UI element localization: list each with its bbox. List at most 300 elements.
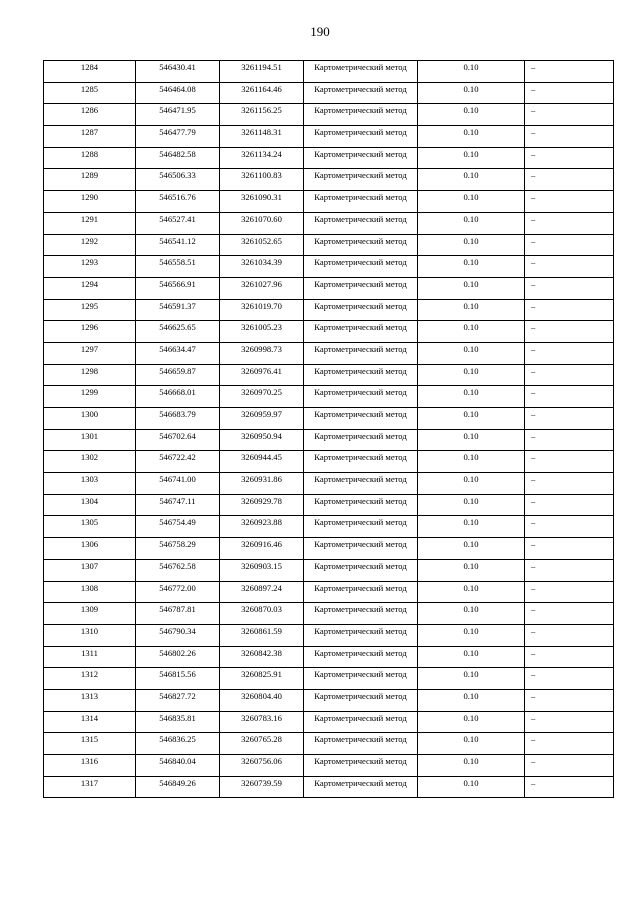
cell-text: 0.10 <box>463 83 479 94</box>
table-row <box>44 191 614 213</box>
y-coordinate-cell <box>220 82 304 104</box>
accuracy-cell <box>418 321 525 343</box>
cell-text: 1300 <box>80 409 99 419</box>
point-number-cell <box>44 126 136 148</box>
method-cell <box>304 516 418 538</box>
accuracy-cell <box>418 755 525 777</box>
accuracy-cell <box>418 299 525 321</box>
table-row <box>44 603 614 625</box>
cell-text: – <box>531 127 536 138</box>
point-number-cell <box>44 82 136 104</box>
cell-text: 546566.91 <box>159 278 196 289</box>
cell-text: Картометрический метод <box>314 365 407 376</box>
method-cell <box>304 733 418 755</box>
method-cell <box>304 429 418 451</box>
x-coordinate-cell <box>136 559 220 581</box>
description-cell <box>525 299 614 321</box>
point-number-cell <box>44 624 136 646</box>
cell-text: – <box>531 452 536 463</box>
method-cell <box>304 61 418 83</box>
table-row <box>44 147 614 169</box>
description-cell <box>525 473 614 495</box>
cell-text: 3261134.24 <box>241 148 282 159</box>
method-cell <box>304 147 418 169</box>
cell-text: 546482.58 <box>159 148 196 159</box>
x-coordinate-cell <box>136 386 220 408</box>
cell-text: 0.10 <box>463 62 479 72</box>
point-number-cell <box>44 256 136 278</box>
description-cell <box>525 603 614 625</box>
cell-text: 3261090.31 <box>241 192 282 203</box>
cell-text: Картометрический метод <box>314 474 407 485</box>
table-row <box>44 277 614 299</box>
method-cell <box>304 538 418 560</box>
table-row <box>44 473 614 495</box>
cell-text: – <box>531 495 536 506</box>
y-coordinate-cell <box>220 169 304 191</box>
cell-text: 1315 <box>80 734 99 745</box>
y-coordinate-cell <box>220 581 304 603</box>
cell-text: 0.10 <box>463 734 479 745</box>
cell-text: Картометрический метод <box>314 213 407 224</box>
y-coordinate-cell <box>220 321 304 343</box>
cell-text: 3261156.25 <box>241 105 282 116</box>
y-coordinate-cell <box>220 559 304 581</box>
x-coordinate-cell <box>136 321 220 343</box>
point-number-cell <box>44 104 136 126</box>
cell-text: 546516.76 <box>159 192 196 203</box>
accuracy-cell <box>418 82 525 104</box>
cell-text: 3261100.83 <box>241 170 282 181</box>
cell-text: 0.10 <box>463 669 479 680</box>
cell-text: Картометрический метод <box>314 625 407 636</box>
y-coordinate-cell <box>220 689 304 711</box>
cell-text: 3260976.41 <box>241 365 282 376</box>
description-cell <box>525 733 614 755</box>
x-coordinate-cell <box>136 191 220 213</box>
y-coordinate-cell <box>220 277 304 299</box>
point-number-cell <box>44 733 136 755</box>
cell-text: Картометрический метод <box>314 560 407 571</box>
cell-text: 546836.25 <box>159 734 196 745</box>
x-coordinate-cell <box>136 82 220 104</box>
table-row <box>44 321 614 343</box>
cell-text: – <box>531 712 536 723</box>
cell-text: 3260903.15 <box>241 560 282 571</box>
cell-text: 1292 <box>80 235 99 246</box>
point-number-cell <box>44 516 136 538</box>
accuracy-cell <box>418 342 525 364</box>
cell-text: Картометрический метод <box>314 495 407 506</box>
cell-text: 0.10 <box>463 365 479 376</box>
cell-text: 0.10 <box>463 409 479 419</box>
cell-text: 0.10 <box>463 127 479 138</box>
point-number-cell <box>44 61 136 83</box>
accuracy-cell <box>418 581 525 603</box>
cell-text: 1286 <box>80 105 99 116</box>
cell-text: – <box>531 430 536 441</box>
cell-text: 0.10 <box>463 387 479 398</box>
cell-text: 546802.26 <box>159 647 196 658</box>
x-coordinate-cell <box>136 299 220 321</box>
x-coordinate-cell <box>136 624 220 646</box>
description-cell <box>525 364 614 386</box>
cell-text: – <box>531 170 536 181</box>
cell-text: 1306 <box>80 539 99 550</box>
cell-text: Картометрический метод <box>314 257 407 268</box>
method-cell <box>304 364 418 386</box>
accuracy-cell <box>418 516 525 538</box>
cell-text: 1285 <box>80 83 99 94</box>
description-cell <box>525 104 614 126</box>
accuracy-cell <box>418 776 525 798</box>
accuracy-cell <box>418 234 525 256</box>
cell-text: 1307 <box>80 560 99 571</box>
description-cell <box>525 191 614 213</box>
y-coordinate-cell <box>220 147 304 169</box>
cell-text: Картометрический метод <box>314 539 407 550</box>
point-number-cell <box>44 451 136 473</box>
method-cell <box>304 212 418 234</box>
cell-text: 1294 <box>80 278 99 289</box>
y-coordinate-cell <box>220 451 304 473</box>
cell-text: 546835.81 <box>159 712 196 723</box>
method-cell <box>304 299 418 321</box>
y-coordinate-cell <box>220 733 304 755</box>
table-row <box>44 256 614 278</box>
cell-text: 1312 <box>80 669 99 680</box>
table-row <box>44 212 614 234</box>
cell-text: 1295 <box>80 300 99 311</box>
description-cell <box>525 581 614 603</box>
cell-text: Картометрический метод <box>314 734 407 745</box>
accuracy-cell <box>418 668 525 690</box>
cell-text: Картометрический метод <box>314 756 407 766</box>
cell-text: 1314 <box>80 712 99 723</box>
point-number-cell <box>44 538 136 560</box>
cell-text: 546634.47 <box>159 343 196 354</box>
description-cell <box>525 755 614 777</box>
cell-text: 3261019.70 <box>241 300 282 311</box>
cell-text: 546815.56 <box>159 669 196 680</box>
table-row <box>44 61 614 83</box>
accuracy-cell <box>418 603 525 625</box>
description-cell <box>525 451 614 473</box>
cell-text: 546668.01 <box>159 387 196 398</box>
cell-text: – <box>531 300 536 311</box>
table-row <box>44 104 614 126</box>
table-row <box>44 386 614 408</box>
cell-text: 1284 <box>80 62 99 72</box>
y-coordinate-cell <box>220 299 304 321</box>
point-number-cell <box>44 646 136 668</box>
table-row <box>44 646 614 668</box>
cell-text: Картометрический метод <box>314 430 407 441</box>
cell-text: 3261005.23 <box>241 322 282 333</box>
point-number-cell <box>44 169 136 191</box>
table-row <box>44 581 614 603</box>
cell-text: 3260861.59 <box>241 625 282 636</box>
description-cell <box>525 516 614 538</box>
cell-text: 0.10 <box>463 495 479 506</box>
description-cell <box>525 321 614 343</box>
method-cell <box>304 689 418 711</box>
cell-text: 3260783.16 <box>241 712 282 723</box>
method-cell <box>304 581 418 603</box>
x-coordinate-cell <box>136 516 220 538</box>
cell-text: – <box>531 756 536 766</box>
description-cell <box>525 212 614 234</box>
cell-text: 0.10 <box>463 777 479 788</box>
cell-text: Картометрический метод <box>314 192 407 203</box>
cell-text: Картометрический метод <box>314 343 407 354</box>
cell-text: – <box>531 387 536 398</box>
cell-text: 546464.08 <box>159 83 196 94</box>
accuracy-cell <box>418 624 525 646</box>
cell-text: 3261034.39 <box>241 257 282 268</box>
cell-text: 1289 <box>80 170 99 181</box>
x-coordinate-cell <box>136 668 220 690</box>
table-row <box>44 169 614 191</box>
accuracy-cell <box>418 147 525 169</box>
cell-text: Картометрический метод <box>314 148 407 159</box>
cell-text: – <box>531 365 536 376</box>
cell-text: 0.10 <box>463 235 479 246</box>
point-number-cell <box>44 299 136 321</box>
cell-text: 3260870.03 <box>241 604 282 615</box>
cell-text: 546591.37 <box>159 300 196 311</box>
cell-text: Картометрический метод <box>314 105 407 116</box>
x-coordinate-cell <box>136 733 220 755</box>
cell-text: – <box>531 539 536 550</box>
cell-text: – <box>531 235 536 246</box>
cell-text: 546758.29 <box>159 539 196 550</box>
cell-text: 3260950.94 <box>241 430 282 441</box>
cell-text: 3260970.25 <box>241 387 282 398</box>
cell-text: 1304 <box>80 495 99 506</box>
table-row <box>44 451 614 473</box>
description-cell <box>525 61 614 83</box>
cell-text: 3260842.38 <box>241 647 282 658</box>
cell-text: – <box>531 560 536 571</box>
cell-text: 3260929.78 <box>241 495 282 506</box>
table-row <box>44 494 614 516</box>
cell-text: Картометрический метод <box>314 127 407 138</box>
y-coordinate-cell <box>220 494 304 516</box>
description-cell <box>525 624 614 646</box>
y-coordinate-cell <box>220 624 304 646</box>
x-coordinate-cell <box>136 429 220 451</box>
cell-text: 0.10 <box>463 625 479 636</box>
cell-text: 546747.11 <box>159 495 196 506</box>
table-row <box>44 429 614 451</box>
cell-text: 1309 <box>80 604 99 615</box>
cell-text: – <box>531 409 536 419</box>
table-row <box>44 624 614 646</box>
accuracy-cell <box>418 364 525 386</box>
x-coordinate-cell <box>136 342 220 364</box>
description-cell <box>525 126 614 148</box>
cell-text: – <box>531 690 536 701</box>
description-cell <box>525 234 614 256</box>
description-cell <box>525 408 614 430</box>
accuracy-cell <box>418 61 525 83</box>
method-cell <box>304 386 418 408</box>
cell-text: 0.10 <box>463 517 479 528</box>
method-cell <box>304 711 418 733</box>
y-coordinate-cell <box>220 386 304 408</box>
cell-text: 1310 <box>80 625 99 636</box>
cell-text: 546827.72 <box>159 690 196 701</box>
cell-text: 546527.41 <box>159 213 196 224</box>
point-number-cell <box>44 711 136 733</box>
cell-text: 0.10 <box>463 430 479 441</box>
method-cell <box>304 494 418 516</box>
cell-text: – <box>531 192 536 203</box>
cell-text: 0.10 <box>463 582 479 593</box>
cell-text: 546787.81 <box>159 604 196 615</box>
cell-text: 0.10 <box>463 278 479 289</box>
cell-text: 546506.33 <box>159 170 196 181</box>
x-coordinate-cell <box>136 277 220 299</box>
cell-text: 1313 <box>80 690 99 701</box>
accuracy-cell <box>418 429 525 451</box>
method-cell <box>304 776 418 798</box>
description-cell <box>525 386 614 408</box>
y-coordinate-cell <box>220 104 304 126</box>
cell-text: 1311 <box>81 647 98 658</box>
cell-text: 0.10 <box>463 647 479 658</box>
x-coordinate-cell <box>136 256 220 278</box>
cell-text: – <box>531 278 536 289</box>
description-cell <box>525 342 614 364</box>
x-coordinate-cell <box>136 61 220 83</box>
accuracy-cell <box>418 126 525 148</box>
description-cell <box>525 429 614 451</box>
method-cell <box>304 755 418 777</box>
table-row <box>44 559 614 581</box>
cell-text: – <box>531 474 536 485</box>
accuracy-cell <box>418 733 525 755</box>
cell-text: 1308 <box>80 582 99 593</box>
cell-text: 1305 <box>80 517 99 528</box>
accuracy-cell <box>418 689 525 711</box>
table-row <box>44 668 614 690</box>
cell-text: 0.10 <box>463 690 479 701</box>
cell-text: 546558.51 <box>159 257 196 268</box>
cell-text: 0.10 <box>463 474 479 485</box>
accuracy-cell <box>418 104 525 126</box>
x-coordinate-cell <box>136 473 220 495</box>
cell-text: 3260931.86 <box>241 474 282 485</box>
cell-text: Картометрический метод <box>314 62 407 72</box>
cell-text: 3260916.46 <box>241 539 282 550</box>
x-coordinate-cell <box>136 646 220 668</box>
cell-text: 1297 <box>80 343 99 354</box>
method-cell <box>304 559 418 581</box>
cell-text: 3261148.31 <box>241 127 282 138</box>
cell-text: 1291 <box>80 213 99 224</box>
point-number-cell <box>44 321 136 343</box>
cell-text: – <box>531 734 536 745</box>
point-number-cell <box>44 668 136 690</box>
method-cell <box>304 451 418 473</box>
cell-text: 546702.64 <box>159 430 196 441</box>
point-number-cell <box>44 429 136 451</box>
cell-text: 0.10 <box>463 322 479 333</box>
cell-text: – <box>531 647 536 658</box>
x-coordinate-cell <box>136 776 220 798</box>
cell-text: 546625.65 <box>159 322 196 333</box>
cell-text: 546659.87 <box>159 365 196 376</box>
cell-text: 3260923.88 <box>241 517 282 528</box>
cell-text: – <box>531 669 536 680</box>
accuracy-cell <box>418 646 525 668</box>
y-coordinate-cell <box>220 538 304 560</box>
y-coordinate-cell <box>220 126 304 148</box>
accuracy-cell <box>418 473 525 495</box>
y-coordinate-cell <box>220 212 304 234</box>
table-row <box>44 364 614 386</box>
x-coordinate-cell <box>136 169 220 191</box>
method-cell <box>304 191 418 213</box>
cell-text: – <box>531 343 536 354</box>
table-row <box>44 82 614 104</box>
y-coordinate-cell <box>220 516 304 538</box>
cell-text: – <box>531 257 536 268</box>
cell-text: Картометрический метод <box>314 712 407 723</box>
point-number-cell <box>44 473 136 495</box>
description-cell <box>525 776 614 798</box>
cell-text: Картометрический метод <box>314 387 407 398</box>
cell-text: 546683.79 <box>159 409 196 419</box>
point-number-cell <box>44 494 136 516</box>
cell-text: – <box>531 777 536 788</box>
x-coordinate-cell <box>136 147 220 169</box>
cell-text: 1301 <box>80 430 99 441</box>
description-cell <box>525 277 614 299</box>
cell-text: 546741.00 <box>159 474 196 485</box>
table-row <box>44 755 614 777</box>
method-cell <box>304 668 418 690</box>
x-coordinate-cell <box>136 234 220 256</box>
x-coordinate-cell <box>136 494 220 516</box>
x-coordinate-cell <box>136 689 220 711</box>
y-coordinate-cell <box>220 364 304 386</box>
method-cell <box>304 646 418 668</box>
point-number-cell <box>44 603 136 625</box>
method-cell <box>304 126 418 148</box>
point-number-cell <box>44 386 136 408</box>
cell-text: 0.10 <box>463 148 479 159</box>
cell-text: 546772.00 <box>159 582 196 593</box>
y-coordinate-cell <box>220 755 304 777</box>
x-coordinate-cell <box>136 755 220 777</box>
cell-text: 0.10 <box>463 343 479 354</box>
x-coordinate-cell <box>136 451 220 473</box>
description-cell <box>525 668 614 690</box>
y-coordinate-cell <box>220 603 304 625</box>
cell-text: – <box>531 517 536 528</box>
cell-text: 3260765.28 <box>241 734 282 745</box>
y-coordinate-cell <box>220 191 304 213</box>
point-number-cell <box>44 191 136 213</box>
x-coordinate-cell <box>136 538 220 560</box>
cell-text: 1290 <box>80 192 99 203</box>
table-row <box>44 776 614 798</box>
cell-text: 0.10 <box>463 539 479 550</box>
cell-text: – <box>531 105 536 116</box>
